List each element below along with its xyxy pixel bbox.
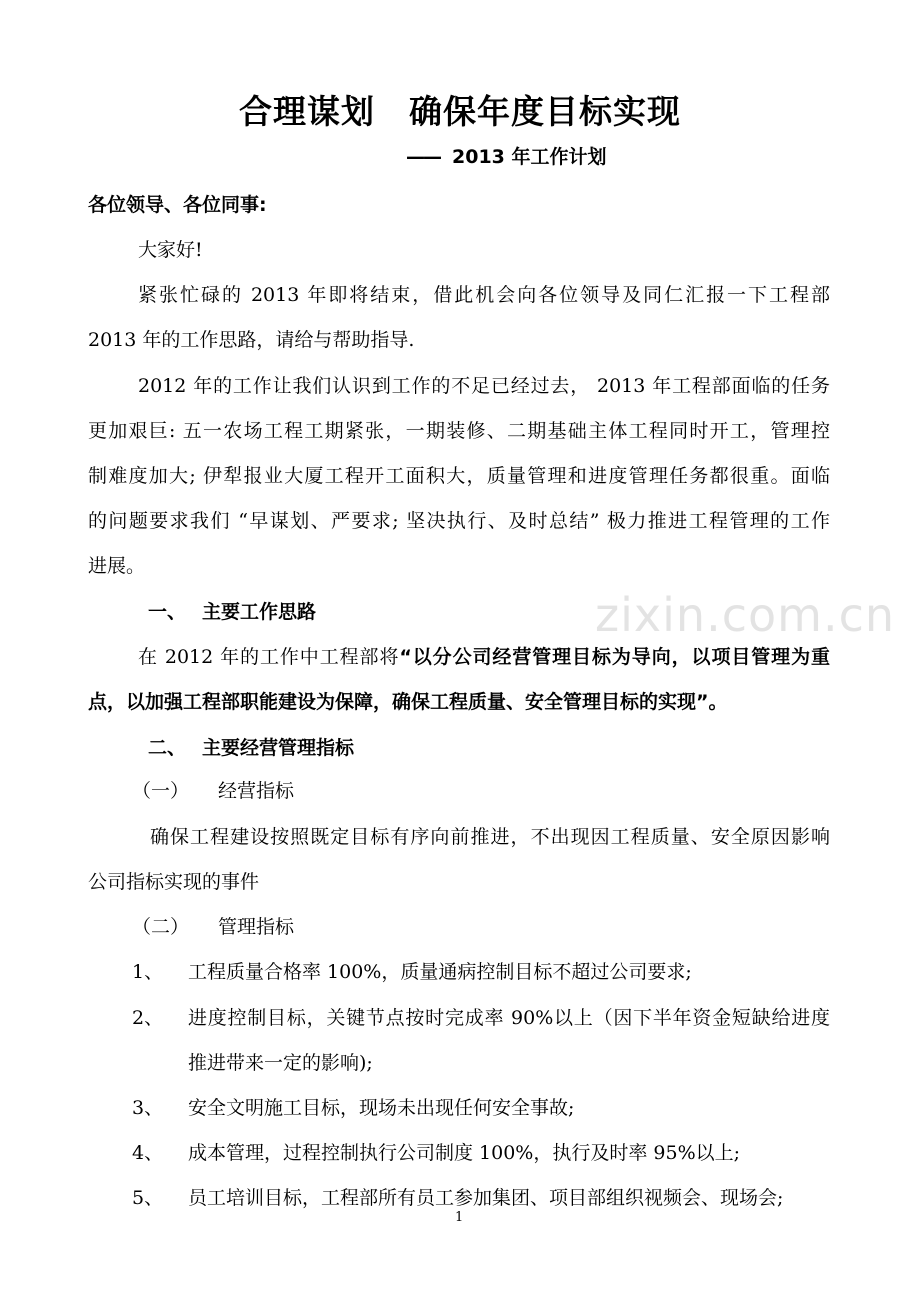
page-number: 1 [455,1210,464,1225]
subtitle-text: 2013 年工作计划 [452,146,607,168]
list-item: 安全文明施工目标，现场未出现任何安全事故; [188,1097,575,1119]
thinking-bold-1: “以分公司经营管理目标为导向，以项目管理为重 [399,646,830,668]
list-item: 员工培训目标，工程部所有员工参加集团、项目部组织视频会、现场会; [188,1187,784,1209]
thinking-normal: 在 2012 年的工作中工程部将 [138,646,400,668]
subtitle-dash: —— [406,146,440,168]
intro-line-1: 紧张忙碌的 2013 年即将结束，借此机会向各位领导及同仁汇报一下工程部 [138,284,830,306]
review-line-5: 进展。 [88,555,146,577]
sub1-text-line-1: 确保工程建设按照既定目标有序向前推进，不出现因工程质量、安全原因影响 [150,826,830,848]
list-item-number: 2、 [132,1007,164,1029]
salutation: 各位领导、各位同事: [88,194,267,216]
subsection-2-heading [132,912,294,939]
section-2-heading [148,733,354,760]
review-line-2: 更加艰巨: 五一农场工程工期紧张，一期装修、二期基础主体工程同时开工，管理控 [88,420,830,442]
list-item-number: 5、 [132,1187,164,1209]
review-line-3: 制难度加大; 伊犁报业大厦工程开工面积大，质量管理和进度管理任务都很重。面临 [88,465,830,487]
section-2-number: 二、 [148,737,187,759]
intro-line-2: 2013 年的工作思路，请给与帮助指导. [88,329,415,351]
list-item-continuation: 推进带来一定的影响); [188,1052,373,1074]
document-title [0,86,920,133]
list-item-number: 1、 [132,961,164,983]
thinking-line-2: 点，以加强工程部职能建设为保障，确保工程质量、安全管理目标的实现”。 [88,691,728,713]
list-item: 进度控制目标，关键节点按时完成率 90%以上（因下半年资金短缺给进度 [188,1007,830,1029]
watermark: zixin.com.cn [595,588,896,642]
list-item: 成本管理，过程控制执行公司制度 100%，执行及时率 95%以上; [188,1142,741,1164]
subsection-2-number: （二） [132,916,190,938]
subsection-1-heading [132,776,294,803]
list-item-number: 3、 [132,1097,164,1119]
section-1-heading [148,597,316,624]
list-item-number: 4、 [132,1142,164,1164]
subsection-1-number: （一） [132,780,190,802]
review-line-1: 2012 年的工作让我们认识到工作的不足已经过去， 2013 年工程部面临的任务 [138,375,830,397]
section-1-number: 一、 [148,601,187,623]
subsection-1-title: 经营指标 [218,780,295,802]
title-part-1: 合理谋划 [239,92,375,131]
section-2-title: 主要经营管理指标 [202,737,355,759]
subsection-2-title: 管理指标 [218,916,295,938]
greeting: 大家好! [138,239,203,261]
document-subtitle [406,142,607,169]
title-part-2: 确保年度目标实现 [409,92,681,131]
thinking-line-1 [138,642,830,669]
review-line-4: 的问题要求我们 “早谋划、严要求; 坚决执行、及时总结” 极力推进工程管理的工作 [88,510,830,532]
section-1-title: 主要工作思路 [202,601,317,623]
sub1-text-line-2: 公司指标实现的事件 [88,871,260,893]
list-item: 工程质量合格率 100%，质量通病控制目标不超过公司要求; [188,961,692,983]
